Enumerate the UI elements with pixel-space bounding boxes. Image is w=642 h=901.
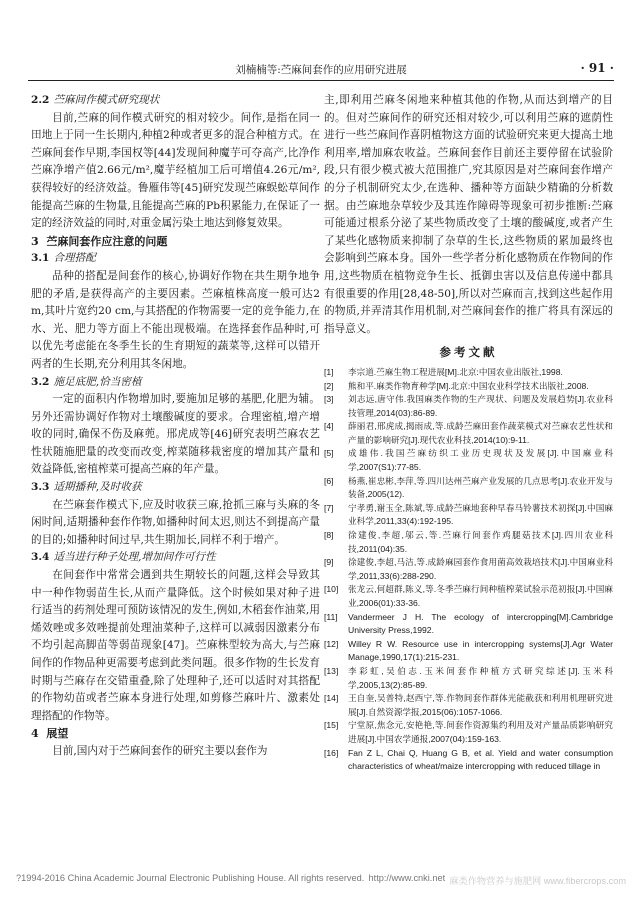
section-heading: 3.1 合理搭配 bbox=[31, 252, 96, 265]
left-column bbox=[31, 92, 320, 761]
reference-item: [13] 李彩虹,吴伯志.玉米间套作种植方式研究综述[J].玉米科学,2005,13(2):85-89. bbox=[324, 665, 613, 690]
body-paragraph: 在间套作中常常会遇到共生期较长的问题,这样会导致其中一种作物弱苗生长,从而产量降低。这个时候如果对种子进行适当的药剂处理可预防该情况的发生,例如,木稻套作油菜,用烯效唑或多效唑提前处理油菜种子,这样可以减弱因激素分布不均引起高脚苗等弱苗现象[47]。苎麻株型较为高大,与苎麻间作的作物品种更需要考虑到此类问题。很多作物的生长发育时期与苎麻存在交错重叠,除了处理种子,还可以适时对其搭配的作物幼苗或者苎麻本身进行处理,如剪修苎麻叶片、激素处理搭配的作物等。 bbox=[31, 569, 320, 722]
section-heading: 3 苎麻间套作应注意的问题 bbox=[31, 234, 168, 248]
body-paragraph: 目前,国内对于苎麻间套作的研究主要以套作为 bbox=[52, 744, 268, 757]
reference-item: [5] 成雄伟.我国苎麻纺织工业历史现状及发展[J].中国麻业科学,2007(S1):77-85. bbox=[324, 448, 613, 473]
running-title: 刘楠楠等:苎麻间套作的应用研究进展 bbox=[235, 64, 407, 76]
footer-url[interactable]: http://www.cnki.net bbox=[368, 873, 446, 883]
section-heading: 3.2 施足底肥,恰当密植 bbox=[31, 375, 142, 388]
running-header bbox=[28, 60, 614, 81]
reference-item: [3] 刘志远,唐守伟.我国麻类作物的生产现状、问题及发展趋势[J].农业科技管理,2014(03):86-89. bbox=[324, 394, 613, 418]
reference-item: [1] 李宗道.苎麻生物工程进展[M].北京:中国农业出版社,1998. bbox=[324, 366, 563, 377]
reference-item: [9] 徐建俊,李超,马洁,等.成龄麻园套作食用菌高效栽培技术[J].中国麻业科学,2011,33(6):288-290. bbox=[324, 557, 613, 581]
reference-list bbox=[324, 366, 613, 774]
section-heading: 4 展望 bbox=[31, 727, 69, 741]
reference-item: [6] 杨燕,崔忠彬,李萍,等.四川达州苎麻产业发展的几点思考[J].农业开发与装备,2005(12). bbox=[324, 475, 613, 500]
reference-item: [16] Fan Z L, Chai Q, Huang G B, et al. Yield and water consumption characteristics of wheat/maize intercropping with reduced tillage in bbox=[324, 747, 613, 772]
reference-item: [11] Vandermeer J H. The ecology of intercropping[M].Cambridge University Press,1992. bbox=[324, 611, 613, 636]
section-heading: 3.4 适当进行种子处理,增加间作可行性 bbox=[31, 551, 216, 564]
reference-item: [2] 熊和平.麻类作物育种学[M].北京:中国农业科学技术出版社,2008. bbox=[324, 380, 589, 391]
page-number: · 91 · bbox=[580, 61, 614, 75]
section-heading: 3.3 适期播种,及时收获 bbox=[31, 481, 142, 494]
body-paragraph: 主,即利用苎麻冬闲地来种植其他的作物,从而达到增产的目的。但对苎麻间作的研究还相对较少,可以利用苎麻的遮荫性进行一些苎麻间作喜阴植物这方面的试验研究来更大提高土地利用率,增加麻农收益。苎麻间套作目前还主要停留在试验阶段,只有很少模式被大范围推广,究其原因是对苎麻间套作增产的分子机制研究太少,在选种、播种等方面缺少精确的分析数据。由苎麻地杂草较少及其连作障碍等现象可初步推断:苎麻可能通过根系分泌了某些物质改变了土壤的酸碱度,或者产生了某些化感物质来抑制了杂草的生长,这些物质的累加最终也会影响到苎麻本身。国外一些学者分析化感物质在作物间的作用,这些物质在植物竞争生长、抵御虫害以及信息传递中都具有很重要的作用[28,48-50],所以对苎麻而言,找到这些起作用的物质,并弄清其作用机制,对苎麻间套作的推广将具有深远的指导意义。 bbox=[324, 94, 613, 335]
right-column bbox=[324, 92, 613, 774]
body-paragraph: 在苎麻套作模式下,应及时收获三麻,抢抓三麻与头麻的冬闲时间,适期播种套作作物,如播种时间太迟,则达不到提高产量的目的;如播种时间过早,共生期加长,同样不利于增产。 bbox=[31, 498, 320, 546]
copyright-text: ?1994-2016 China Academic Journal Electronic Publishing House. All rights reserved. bbox=[16, 873, 365, 883]
reference-item: [7] 宁孝勇,谢玉全,陈斌,等.成龄苎麻地套种早春马铃薯技术初探[J].中国麻业科学,2011,33(4):192-195. bbox=[324, 502, 613, 527]
body-paragraph: 品种的搭配是间套作的核心,协调好作物在共生期争地争肥的矛盾,是获得高产的主要因素。苎麻植株高度一般可达2 m,其叶片宽约20 cm,与其搭配的作物需要一定的竞争能力,在水、光、肥力等方面上不能出现极端。在选择套作品种时,可以优先考虑能在冬季生长的生育期短的蔬菜等,这样可以错开两者的生长期,充分利用其冬闲地。 bbox=[31, 269, 320, 370]
reference-item: [15] 宁堂原,焦念元,安艳艳,等.间套作资源集约利用及对产量品质影响研究进展[J].中国农学通报,2007(04):159-163. bbox=[324, 720, 613, 744]
references-title: 参考文献 bbox=[439, 345, 498, 360]
reference-item: [12] Willey R W. Resource use in intercropping systems[J].Agr Water Manage,1990,17(1):215-231. bbox=[324, 638, 613, 663]
reference-item: [10] 张龙云,何超群,陈义,等.冬季苎麻行间种植榨菜试验示范初报[J].中国麻业,2006(01):33-36. bbox=[324, 584, 613, 608]
reference-item: [14] 王自奎,吴普特,赵西宁,等.作物间套作群体光能截获和利用机理研究进展[J].自然资源学报,2015(06):1057-1066. bbox=[324, 693, 613, 717]
body-paragraph: 一定的面积内作物增加时,要施加足够的基肥,化肥为辅。另外还需协调好作物对土壤酸碱度的要求。合理密植,增产增收的同时,确保不伤及麻蔸。邢虎成等[46]研究表明苎麻农艺性状随施肥量的改变而改变,榨菜随移栽密度的增加其产量和效益降低,密植榨菜可提高苎麻的年产量。 bbox=[31, 393, 320, 476]
page-footer bbox=[16, 873, 626, 887]
body-paragraph: 目前,苎麻的间作模式研究的相对较少。间作,是指在同一田地上于同一生长期内,种植2种或者更多的混合种植方式。在苎麻间套作早期,李国权等[44]发现间种魔芋可夺高产,比净作苎麻净增产值2.66元/m²,魔芋经植加工后可增值4.26元/m²,获得较好的经济效益。鲁雁伟等[45]研究发现苎麻蜈蚣草间作能提高苎麻的生物量,且能提高苎麻的Pb积累能力,在保证了一定的经济效益的同时,对重金属污染土地达到修复效果。 bbox=[31, 111, 320, 230]
reference-item: [8] 徐建俊,李超,邬云,等.苎麻行间套作鸡腿菇技术[J].四川农业科技,2011(04):35. bbox=[324, 530, 613, 554]
section-heading: 2.2 苎麻间作模式研究现状 bbox=[31, 94, 160, 106]
watermark-text: 麻类作物营养与施肥网 www.fibercrops.com bbox=[449, 876, 626, 886]
reference-item: [4] 薛丽君,邢虎成,揭雨成,等.成龄苎麻田套作蔬菜模式对苎麻农艺性状和产量的影响研究[J].现代农业科技,2014(10):9-11. bbox=[324, 421, 613, 445]
